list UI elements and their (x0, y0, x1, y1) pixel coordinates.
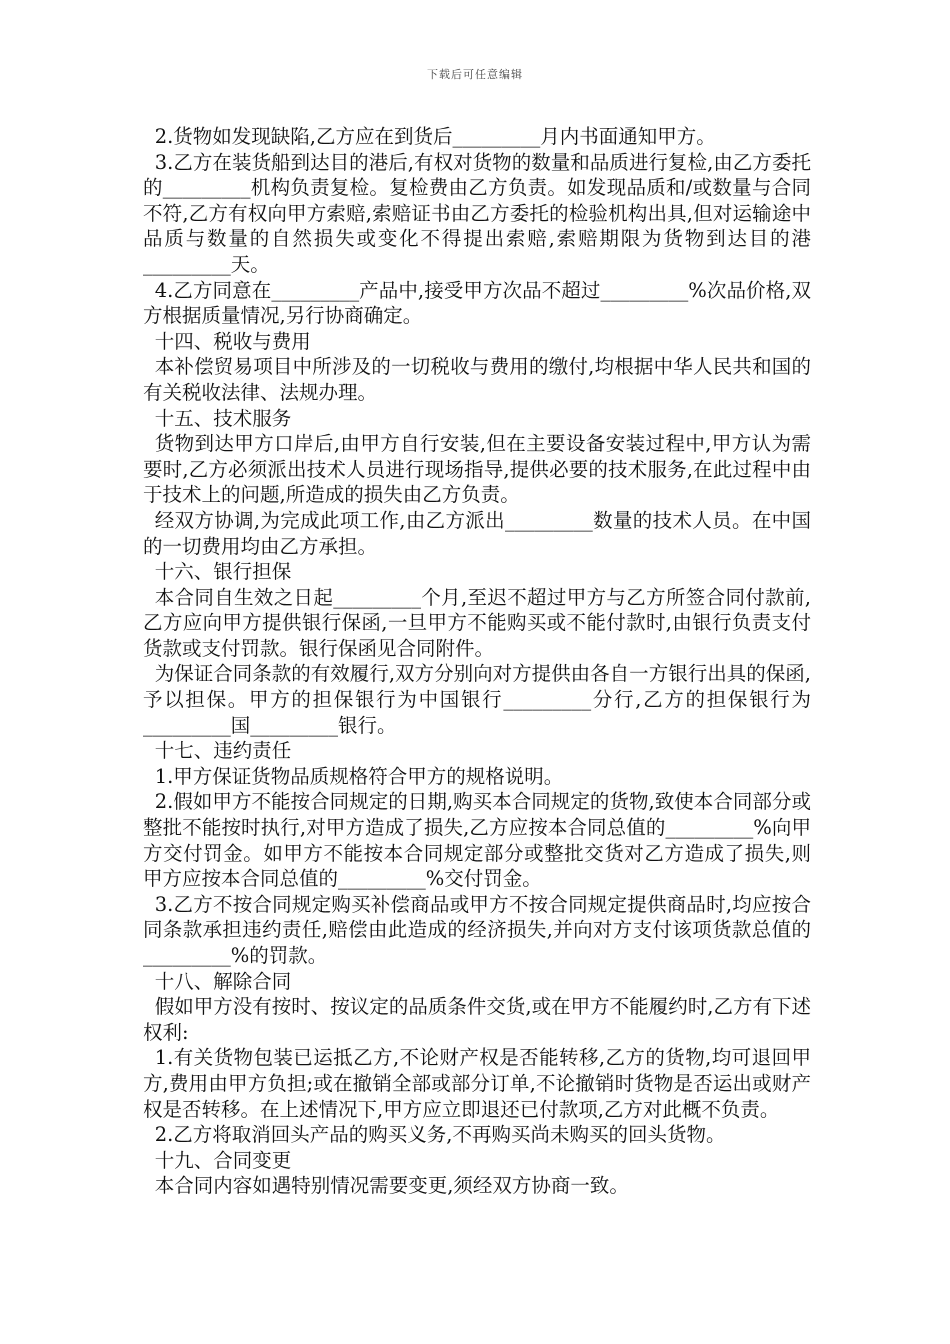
paragraph: 货物到达甲方口岸后,由甲方自行安装,但在主要设备安装过程中,甲方认为需要时,乙方必须派出技术人员进行现场指导,提供必要的技术服务,在此过程中由于技术上的问题,所造成的损失由乙方负责。 (143, 432, 811, 507)
section-heading: 十九、合同变更 (154, 1148, 292, 1172)
paragraph: 本补偿贸易项目中所涉及的一切税收与费用的缴付,均根据中华人民共和国的有关税收法律、法规办理。 (143, 355, 811, 404)
section-heading: 十六、银行担保 (154, 560, 292, 584)
paragraph: 为保证合同条款的有效履行,双方分别向对方提供由各自一方银行出具的保函,予以担保。甲方的担保银行为中国银行_________分行,乙方的担保银行为_________国_________银行。 (143, 662, 811, 737)
paragraph: 2.货物如发现缺陷,乙方应在到货后_________月内书面通知甲方。 (154, 125, 716, 148)
paragraph: 3.乙方在装货船到达目的港后,有权对货物的数量和品质进行复检,由乙方委托的_________机构负责复检。复检费由乙方负责。如发现品质和/或数量与合同不符,乙方有权向甲方索赔,索赔证书由乙方委托的检验机构出具,但对运输途中品质与数量的自然损失或变化不得提出索赔,索赔期限为货物到达目的港_________天。 (143, 150, 811, 276)
section-heading: 十五、技术服务 (154, 406, 292, 430)
paragraph: 4.乙方同意在_________产品中,接受甲方次品不超过_________%次品价格,双方根据质量情况,另行协商确定。 (143, 278, 811, 328)
paragraph: 1.甲方保证货物品质规格符合甲方的规格说明。 (154, 764, 564, 788)
paragraph: 1.有关货物包装已运抵乙方,不论财产权是否能转移,乙方的货物,均可退回甲方,费用由甲方负担;或在撤销全部或部分订单,不论撤销时货物是否运出或财产权是否转移。在上述情况下,甲方应立即退还已付款项,乙方对此概不负责。 (143, 1046, 811, 1121)
section-heading: 十八、解除合同 (154, 969, 292, 993)
paragraph: 本合同内容如遇特别情况需要变更,须经双方协商一致。 (154, 1174, 629, 1198)
paragraph: 2.假如甲方不能按合同规定的日期,购买本合同规定的货物,致使本合同部分或整批不能按时执行,对甲方造成了损失,乙方应按本合同总值的_________%向甲方交付罚金。如甲方不能按本合同规定部分或整批交货对乙方造成了损失,则甲方应按本合同总值的_________%交付罚金。 (143, 790, 811, 891)
section-heading: 十七、违约责任 (154, 739, 292, 763)
page-header: 下载后可任意编辑 (427, 68, 523, 81)
paragraph: 经双方协调,为完成此项工作,由乙方派出_________数量的技术人员。在中国的一切费用均由乙方承担。 (143, 508, 811, 558)
section-heading: 十四、税收与费用 (154, 329, 311, 353)
paragraph: 3.乙方不按合同规定购买补偿商品或甲方不按合同规定提供商品时,均应按合同条款承担违约责任,赔偿由此造成的经济损失,并向对方支付该项货款总值的_________%的罚款。 (143, 892, 811, 967)
paragraph: 假如甲方没有按时、按议定的品质条件交货,或在甲方不能履约时,乙方有下述权利: (143, 995, 811, 1044)
paragraph: 2.乙方将取消回头产品的购买义务,不再购买尚未购买的回头货物。 (154, 1123, 726, 1147)
paragraph: 本合同自生效之日起_________个月,至迟不超过甲方与乙方所签合同付款前,乙方应向甲方提供银行保函,一旦甲方不能购买或不能付款时,由银行负责支付货款或支付罚款。银行保函见合同附件。 (143, 585, 811, 660)
document-body (143, 124, 811, 1199)
